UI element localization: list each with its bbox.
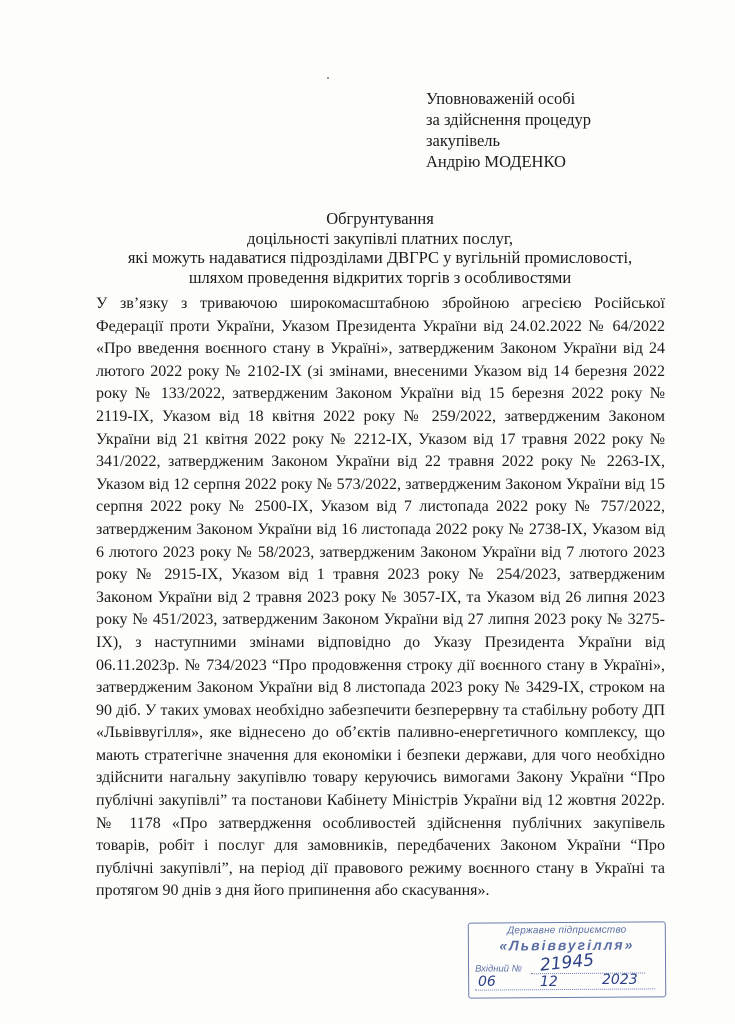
stamp-number-label: Вхідний № — [475, 963, 522, 975]
addressee-name: Андрію МОДЕНКО — [426, 152, 566, 171]
addressee-line-3: закупівель — [426, 131, 501, 150]
addressee-line-1: Уповноваженій особі — [426, 89, 576, 108]
handwritten-year: 2023 — [602, 972, 638, 988]
handwritten-month: 12 — [540, 974, 558, 990]
stamp-org-name: «Львіввугілля» — [499, 936, 635, 954]
title-line-4: шляхом проведення відкритих торгів з особливостями — [188, 267, 572, 287]
stamp-date-rule — [475, 988, 655, 990]
handwritten-day: 06 — [478, 974, 496, 990]
addressee-line-2: за здійснення процедур — [426, 110, 592, 129]
document-title — [60, 209, 700, 287]
addressee-block — [426, 88, 591, 172]
stamp-org-type: Державне підприємство — [507, 924, 627, 937]
title-line-2: доцільності закупівлі платних послуг, — [247, 228, 513, 248]
title-line-3: які можуть надаватися підрозділами ДВГРС у вугільній промисловості, — [127, 248, 633, 267]
title-line-1: Обгрунтування — [326, 209, 434, 228]
scan-speck — [327, 77, 329, 79]
body-paragraph: У зв’язку з триваючою широкомасштабною збройною агресією Російської Федерації проти України, Указом Президента України від 24.02.2022 № 64/2022 «Про введення воєнного стану в Україні», затвердженим Законом України від 24 лютого 2022 року № 2102-IX (зі змінами, внесеними Указом від 14 березня 2022 року № 133/2022, затвердженим Законом України від 15 березня 2022 року № 2119-IX, Указом від 18 квітня 2022 року № 259/2022, затвердженим Законом України від 21 квітня 2022 року № 2212-IX, Указом від 17 травня 2022 року № 341/2022, затвердженим Законом України від 22 травня 2022 року № 2263-IX, Указом від 12 серпня 2022 року № 573/2022, затвердженим Законом України від 15 серпня 2022 року № 2500-IX, Указом від 7 листопада 2022 року № 757/2022, затвердженим Законом України від 16 листопада 2022 року № 2738-IX, Указом від 6 лютого 2023 року № 58/2023, затвердженим Законом України від 7 лютого 2023 року № 2915-IX, Указом від 1 травня 2023 року № 254/2023, затвердженим Законом України від 2 травня 2023 року № 3057-IX, та Указом від 26 липня 2023 року № 451/2023, затвердженим Законом України від 27 липня 2023 року № 3275-IX), з наступними змінами відповідно до Указу Президента України від 06.11.2023р. № 734/2023 “Про продовження строку дії воєнного стану в Україні», затвердженим Законом України від 8 листопада 2023 року № 3429-IX, строком на 90 діб. У таких умовах необхідно забезпечити безперервну та стабільну роботу ДП «Львіввугілля», яке віднесено до об’єктів паливно-енергетичного комплексу, що мають стратегічне значення для економіки і безпеки держави, для чого необхідно здійснити нагальну закупівлю товару керуючись вимогами Закону України “Про публічні закупівлі” та постанови Кабінету Міністрів України від 12 жовтня 2022р. № 1178 «Про затвердження особливостей здійснення публічних закупівель товарів, робіт і послуг для замовників, передбачених Законом України “Про публічні закупівлі”, на період дії правового режиму воєнного стану в Україні та протягом 90 днів з дня його припинення або скасування». — [96, 295, 665, 900]
handwritten-reg-number: 21945 — [539, 950, 595, 976]
